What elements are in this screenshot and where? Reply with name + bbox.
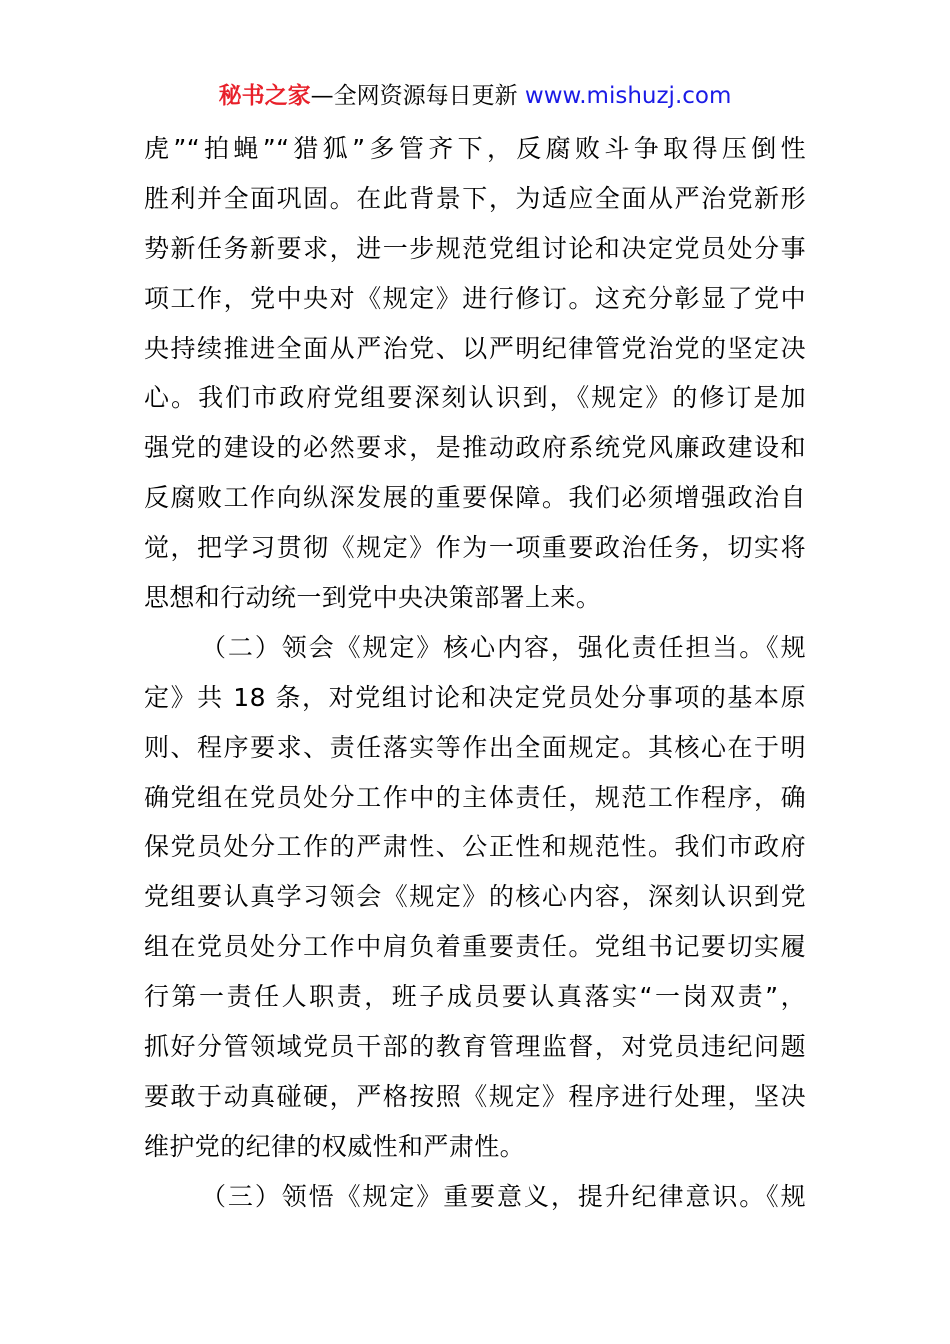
site-url-link[interactable]: www.mishuzj.com	[524, 83, 732, 109]
text-line: 确党组在党员处分工作中的主体责任，规范工作程序，确	[144, 782, 806, 812]
text-line: 保党员处分工作的严肃性、公正性和规范性。我们市政府	[144, 832, 806, 862]
text-line: 势新任务新要求，进一步规范党组讨论和决定党员处分事	[144, 233, 806, 263]
site-brand: 秘书之家	[218, 83, 311, 109]
site-tagline: —全网资源每日更新	[310, 83, 518, 109]
text-line: 维护党的纪律的权威性和严肃性。	[144, 1131, 526, 1161]
text-line: 抓好分管领域党员干部的教育管理监督，对党员违纪问题	[144, 1032, 806, 1062]
text-line: 要敢于动真碰硬，严格按照《规定》程序进行处理，坚决	[144, 1081, 806, 1111]
text-line: 项工作，党中央对《规定》进行修订。这充分彰显了党中	[144, 283, 806, 313]
text-line: 组在党员处分工作中肩负着重要责任。党组书记要切实履	[144, 932, 806, 962]
text-line: 则、程序要求、责任落实等作出全面规定。其核心在于明	[144, 732, 806, 762]
text-line: 胜利并全面巩固。在此背景下，为适应全面从严治党新形	[144, 183, 806, 213]
text-line: 强党的建设的必然要求，是推动政府系统党风廉政建设和	[144, 433, 806, 463]
text-line: 虎”“拍蝇”“猎狐”多管齐下，反腐败斗争取得压倒性	[144, 134, 806, 163]
site-header	[0, 80, 950, 112]
text-line: 心。我们市政府党组要深刻认识到，《规定》的修订是加	[144, 383, 806, 413]
text-line: 党组要认真学习领会《规定》的核心内容，深刻认识到党	[144, 882, 806, 912]
text-line: 央持续推进全面从严治党、以严明纪律管党治党的坚定决	[144, 333, 806, 363]
text-line: 觉，把学习贯彻《规定》作为一项重要政治任务，切实将	[144, 533, 806, 563]
document-body	[144, 124, 806, 1222]
text-line: 行第一责任人职责，班子成员要认真落实“一岗双责”，	[144, 982, 806, 1012]
text-line: 思想和行动统一到党中央决策部署上来。	[144, 583, 602, 613]
text-line: 反腐败工作向纵深发展的重要保障。我们必须增强政治自	[144, 483, 806, 513]
section-heading-line: （三）领悟《规定》重要意义，提升纪律意识。《规	[201, 1181, 806, 1211]
text-line: 定》共 18 条，对党组讨论和决定党员处分事项的基本原	[144, 682, 806, 712]
section-heading-line: （二）领会《规定》核心内容，强化责任担当。《规	[201, 632, 806, 662]
